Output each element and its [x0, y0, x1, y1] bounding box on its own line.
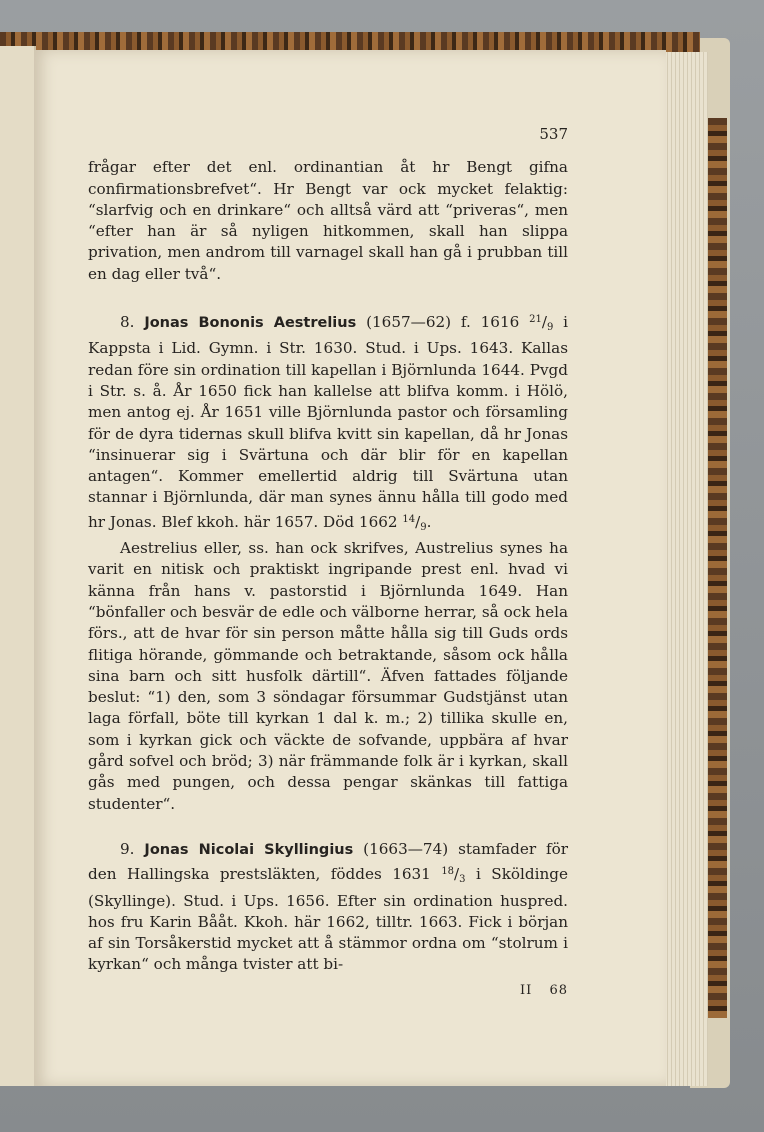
entry-number: 9.: [120, 839, 135, 858]
signature-sheet: 68: [549, 982, 568, 998]
page-number: 537: [539, 125, 568, 143]
signature-volume: II: [520, 982, 533, 998]
paragraph-aestrelius: Aestrelius eller, ss. han ock skrifves, Austrelius synes ha varit en nitisk och praktiskt ingripande prest enl. hvad vi känna från hans v. pastorstid i Björnlunda 1649. Han “bönfaller och besvär de edle och välborne herrar, så ock hela förs., att de hvar för sin person måtte hålla sig till Guds ords flitiga hörande, gömmande och betraktande, såsom ock hålla sina barn och sitt husfolk därtill“. Äfven fattades följande beslut: “1) den, som 3 söndagar försummar Gudstjänst utan laga förfall, böte till kyrkan 1 dal k. m.; 2) tillika skulle en, som i kyrkan gick och väckte de sofvande, uppbära af hvar gård sofvel och bröd; 3) när främmande folk är i kyrkan, skall gås med pungen, och dessa pengar skänkas till fattiga studenter“.: [88, 539, 568, 813]
sheet-signature: [88, 980, 568, 1001]
entry-number: 8.: [120, 313, 135, 332]
page-text: [88, 124, 568, 1001]
entry-text: i Kappsta i Lid. Gymn. i Str. 1630. Stud. i Ups. 1643. Kallas redan före sin ordination till kapellan i Björnlunda 1644. Pvgd i Str. s. å. År 1650 fick han kallelse att blifva komm. i Hölö, men antog ej. År 1651 ville Björnlunda pastor och församling för de dyra tidernas skull blifva kvitt sin kapellan, då hr Jonas “insinuerar sig i Svärtuna och där blir för en kapellan antagen“. Kommer emellertid aldrig till Svärtuna utan stannar i Björnlunda, där man synes ännu hålla till godo med hr Jonas. Blef kkoh. här 1657. Död 1662: [88, 313, 569, 531]
date-fraction: $^{18}/_3$: [441, 865, 466, 886]
date-fraction: $^{14}/_9$: [402, 512, 427, 533]
marbled-book-edge-right: [705, 118, 727, 1018]
marbled-book-edge-top: [0, 32, 700, 52]
entry-text: (1657—62) f. 1616: [366, 313, 520, 332]
entry-name: Jonas Nicolai Skyllingius: [144, 841, 354, 858]
paragraph-continuation: frågar efter det enl. ordinantian åt hr Bengt gifna confirmationsbrefvet“. Hr Bengt var ock mycket felaktig: “slarfvig och en drinkare“ och alltså värd att “priveras“, men “efter han är så nyligen hitkommen, skall han slippa privation, men androm till varnagel skall han gå i prubban till en dag eller två“.: [88, 158, 568, 283]
page-stack-edge: [660, 52, 708, 1086]
entry-8: 8. Jonas Bononis Aestrelius (1657—62) f. 1616 $^{21}/_9$ i Kappsta i Lid. Gymn. i Str. 1630. Stud. i Ups. 1643. Kallas redan före sin ordination till kapellan i Björnlunda 1644. Pvgd i Str. s. å. År 1650 fick han kallelse att blifva komm. i Hölö, men antog ej. År 1651 ville Björnlunda pastor och församling för de dyra tidernas skull blifva kvitt sin kapellan, då hr Jonas “insinuerar sig i Svärtuna och där blir för en kapellan antagen“. Kommer emellertid aldrig till Svärtuna utan stannar i Björnlunda, där man synes ännu hålla till godo med hr Jonas. Blef kkoh. här 1657. Död 1662 $^{14}/_9$.: [88, 313, 569, 533]
facing-page-edge: [0, 46, 36, 1086]
entry-text: (1663—74) stamfader för den Hallingska prestsläkten, föddes 1631: [88, 839, 569, 884]
entry-name: Jonas Bononis Aestrelius: [144, 315, 357, 332]
entry-text: i Sköldinge (Skyllinge). Stud. i Ups. 1656. Efter sin ordination huspred. hos fru Karin Bååt. Kkoh. här 1662, tilltr. 1663. Fick i början af sin Torsåkerstid mycket att å stämmor ordna om “stolrum i kyrkan“ och många tvister att bi-: [88, 865, 568, 974]
date-fraction: $^{21}/_9$: [529, 313, 554, 334]
entry-9: [88, 839, 568, 976]
